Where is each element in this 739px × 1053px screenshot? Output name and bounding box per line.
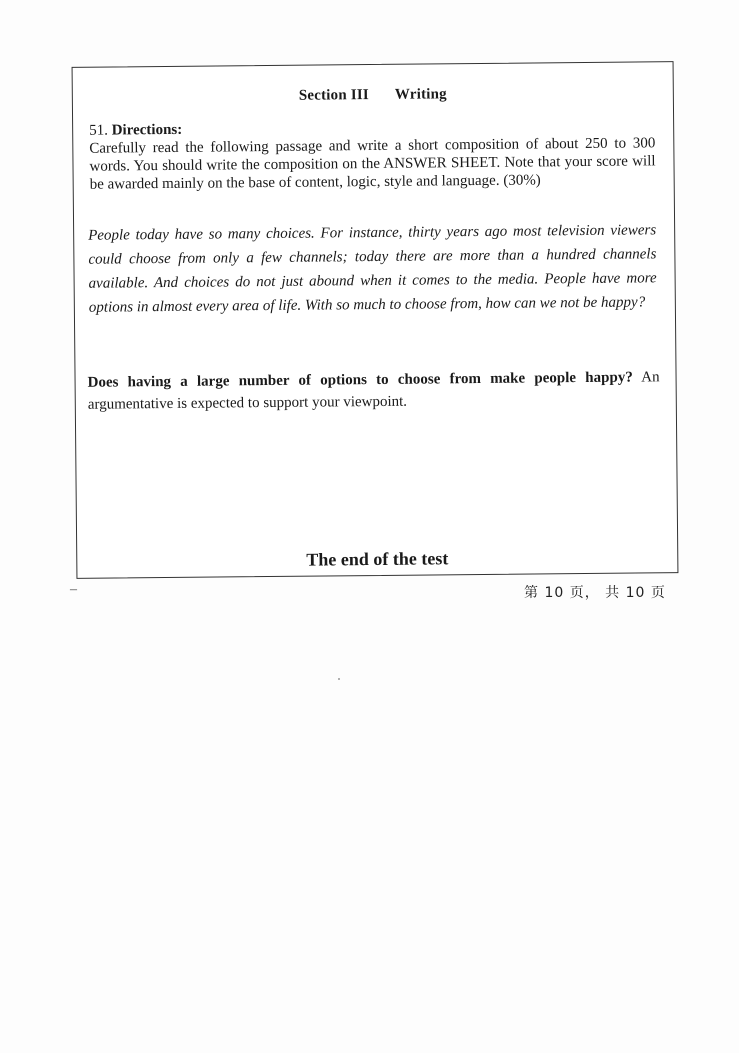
directions-label: Directions: (111, 121, 183, 139)
writing-section-box (72, 61, 679, 579)
question-instruction: An argumentative is expected to support your viewpoint. (87, 369, 660, 413)
directions-block (89, 116, 656, 193)
writing-question (87, 366, 659, 415)
section-name: Writing (394, 86, 447, 103)
footer-dash: – (70, 582, 77, 597)
end-of-test-label: The end of the test (306, 548, 449, 570)
reading-passage: People today have so many choices. For instance, thirty years ago most television viewers could choose from only a few channels; today there are more than a hundred channels available. And choices do not just abound when it comes to the media. People have more options in almost every area of life. With so much to choose from, how can we not be happy? (88, 222, 657, 316)
directions-text: Carefully read the following passage and write a short composition of about 250 to 300 words. You should write the composition on the ANSWER SHEET. Note that your score will be awarded mainly on the base of content, logic, style and language. (30%) (89, 135, 656, 193)
page-indicator: 第 10 页， 共 10 页 (524, 585, 666, 601)
question-prompt: Does having a large number of options to choose from make people happy? (87, 369, 633, 391)
scan-speck (338, 678, 340, 680)
section-title (73, 84, 673, 107)
question-number: 51. (89, 122, 108, 139)
section-label: Section III (298, 87, 370, 104)
